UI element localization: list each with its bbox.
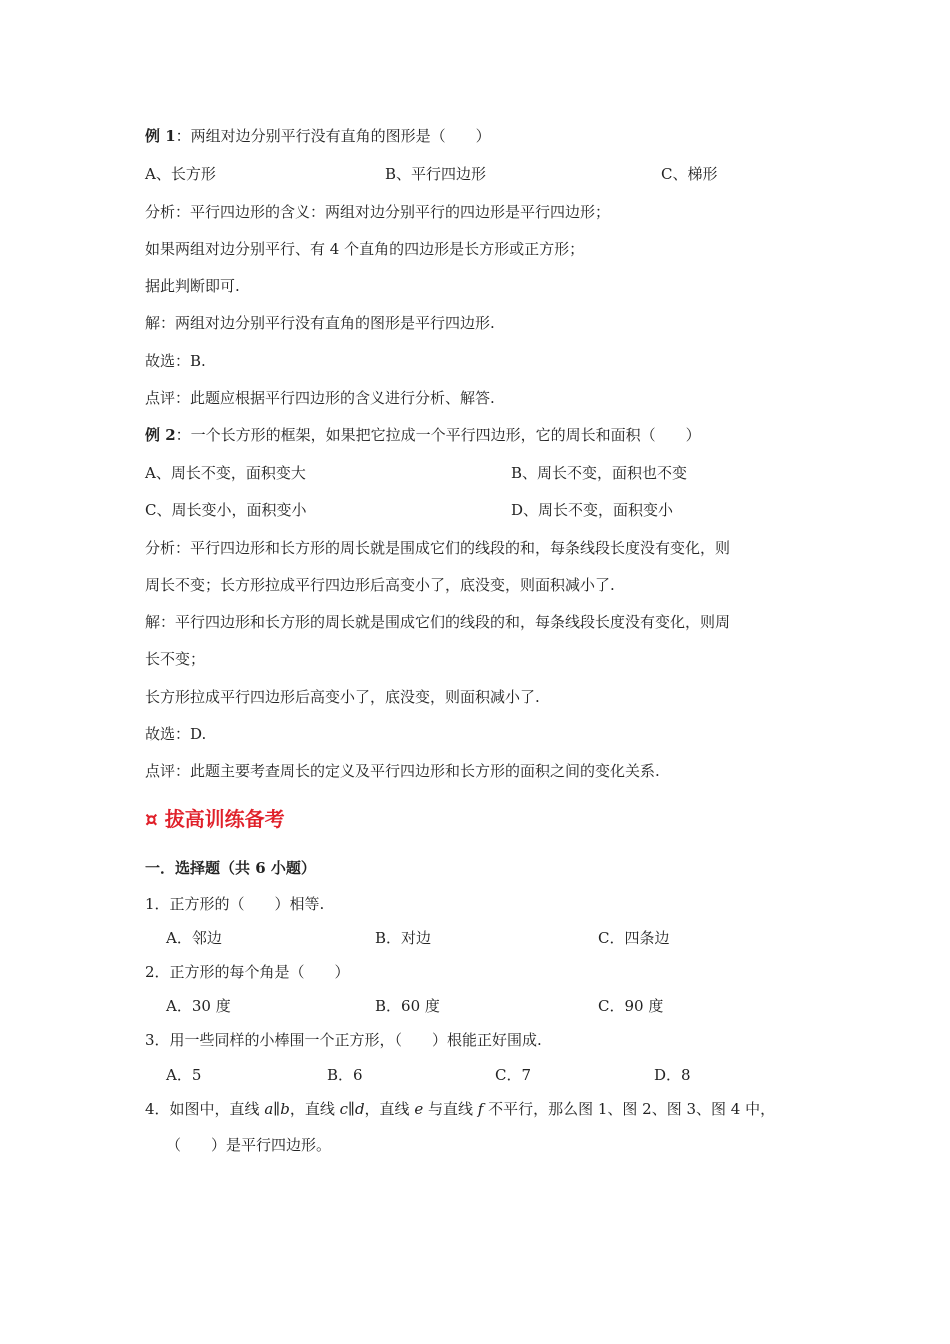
q4-parallel-1: ∥	[273, 1100, 281, 1118]
example-1-question	[145, 126, 491, 146]
example-1-option-c: C、梯形	[661, 165, 718, 183]
example-2-question-text: ：一个长方形的框架，如果把它拉成一个平行四边形，它的周长和面积（ ）	[175, 426, 701, 444]
question-3: 3．用一些同样的小棒围一个正方形，（ ）根能正好围成.	[145, 1031, 542, 1049]
q4-text-2: ，直线	[289, 1100, 340, 1118]
example-2-solution-line-2: 长不变；	[145, 650, 206, 668]
example-2-solution-line-3: 长方形拉成平行四边形后高变小了，底没变，则面积减小了.	[145, 688, 540, 706]
example-1-comment: 点评：此题应根据平行四边形的含义进行分析、解答.	[145, 389, 495, 407]
q4-text-1: 4．如图中，直线	[145, 1100, 265, 1118]
example-2-comment: 点评：此题主要考查周长的定义及平行四边形和长方形的面积之间的变化关系.	[145, 762, 660, 780]
example-2-option-d: D、周长不变，面积变小	[511, 501, 674, 519]
example-1-analysis-line-3: 据此判断即可.	[145, 277, 240, 295]
q4-var-a: a	[264, 1100, 274, 1118]
q4-parallel-2: ∥	[348, 1100, 355, 1118]
question-1: 1．正方形的（ ）相等.	[145, 895, 325, 913]
example-1-analysis-line-1: 分析：平行四边形的含义：两组对边分别平行的四边形是平行四边形；	[145, 203, 611, 221]
question-2-option-a: A．30 度	[166, 997, 231, 1015]
question-4-line-2: （ ）是平行四边形。	[166, 1136, 332, 1154]
example-1-analysis-line-2: 如果两组对边分别平行、有 4 个直角的四边形是长方形或正方形；	[145, 240, 585, 258]
example-2-question	[145, 425, 701, 445]
question-1-option-c: C．四条边	[598, 929, 670, 947]
q4-text-5: 不平行，那么图 1、图 2、图 3、图 4 中，	[483, 1100, 776, 1118]
q4-var-d: d	[354, 1100, 365, 1118]
q4-var-c: c	[339, 1100, 348, 1118]
example-1-option-b: B、平行四边形	[385, 165, 487, 183]
question-1-option-b: B．对边	[375, 929, 432, 947]
q4-var-e: e	[414, 1100, 424, 1118]
example-1-answer: 故选：B.	[145, 352, 206, 370]
example-2-option-a: A、周长不变，面积变大	[145, 464, 306, 482]
example-2-analysis-line-2: 周长不变；长方形拉成平行四边形后高变小了，底没变，则面积减小了.	[145, 576, 615, 594]
q4-var-b: b	[280, 1100, 290, 1118]
example-2-label: 例 2	[145, 426, 176, 444]
question-2-option-c: C．90 度	[598, 997, 664, 1015]
question-3-option-c: C．7	[495, 1066, 532, 1084]
question-3-option-b: B．6	[327, 1066, 363, 1084]
question-2-option-b: B．60 度	[375, 997, 440, 1015]
q4-text-4: 与直线	[423, 1100, 478, 1118]
question-3-option-a: A．5	[166, 1066, 202, 1084]
example-2-answer: 故选：D.	[145, 725, 207, 743]
example-1-solution: 解：两组对边分别平行没有直角的图形是平行四边形.	[145, 314, 495, 332]
example-2-analysis-line-1: 分析：平行四边形和长方形的周长就是围成它们的线段的和，每条线段长度没有变化，则	[145, 539, 731, 557]
question-3-option-d: D．8	[654, 1066, 691, 1084]
section-heading: ¤ 拔高训练备考	[145, 807, 285, 831]
section-title: 一．选择题（共 6 小题）	[145, 859, 316, 877]
question-1-option-a: A．邻边	[166, 929, 222, 947]
example-2-option-c: C、周长变小，面积变小	[145, 501, 307, 519]
q4-text-3: ，直线	[364, 1100, 415, 1118]
question-4	[145, 1099, 775, 1119]
example-1-label: 例 1	[145, 127, 176, 145]
question-2: 2．正方形的每个角是（ ）	[145, 963, 350, 981]
example-2-solution-line-1: 解：平行四边形和长方形的周长就是围成它们的线段的和，每条线段长度没有变化，则周	[145, 613, 731, 631]
example-2-option-b: B、周长不变，面积也不变	[511, 464, 688, 482]
q4-var-f: f	[477, 1100, 484, 1118]
example-1-question-text: ：两组对边分别平行没有直角的图形是（ ）	[175, 127, 491, 145]
example-1-option-a: A、长方形	[145, 165, 216, 183]
